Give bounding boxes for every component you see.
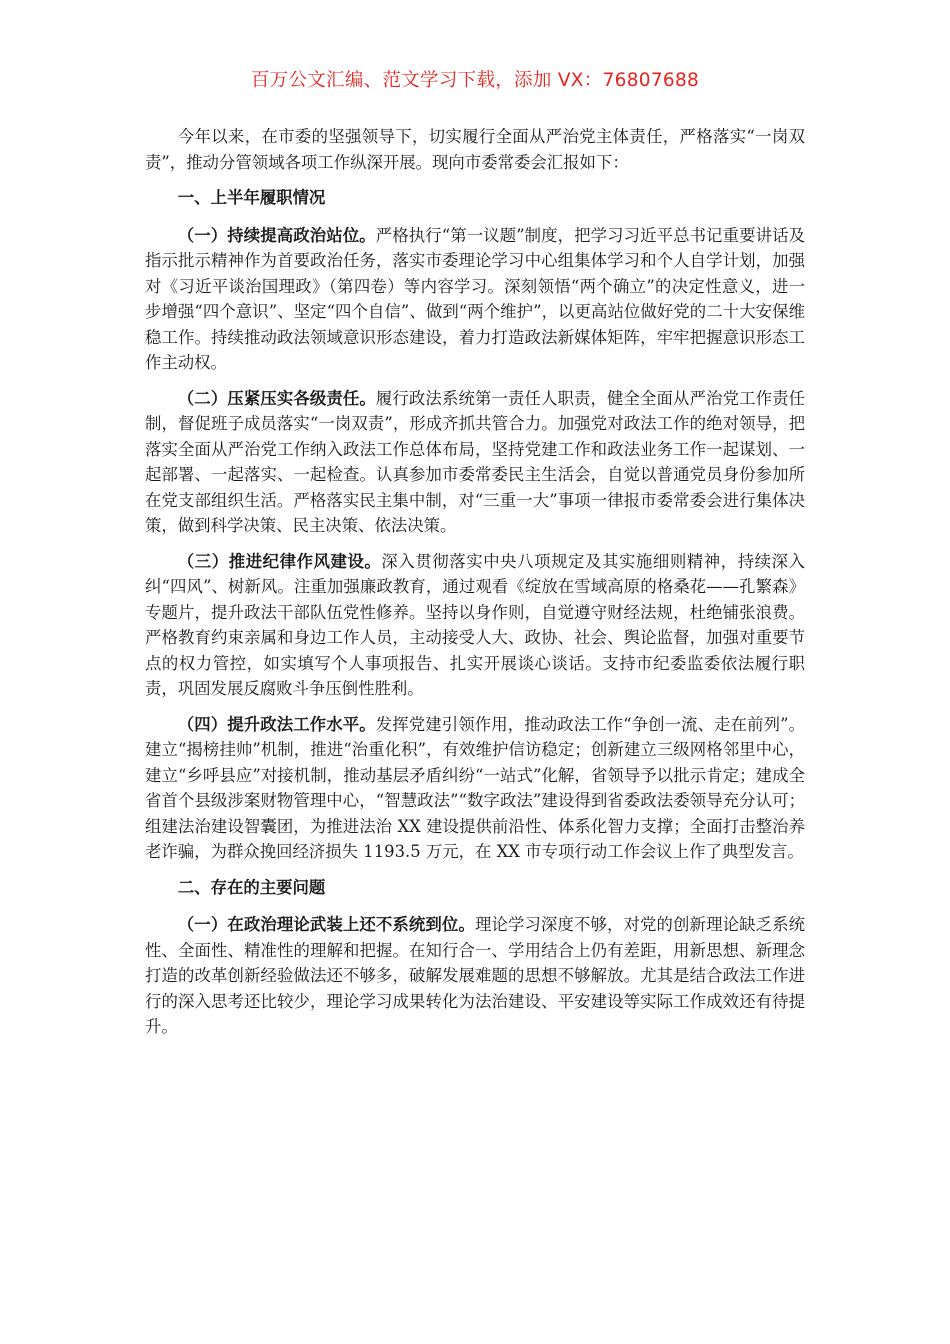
paragraph-body: 发挥党建引领作用，推动政法工作“争创一流、走在前列”。建立“揭榜挂帅”机制，推进“治重化积”，有效维护信访稳定；创新建立三级网格邻里中心，建立“乡呼县应”对接机制，推动基层矛盾纠纷“一站式”化解，省领导予以批示肯定；建成全省首个县级涉案财物管理中心，“智慧政法”“数字政法”建设得到省委政法委领导充分认可；组建法治建设智囊团，为推进法治 XX 建设提供前沿性、体系化智力支撑；全面打击整治养老诈骗，为群众挽回经济损失 1193.5 万元，在 XX 市专项行动工作会议上作了典型发言。 — [145, 714, 805, 861]
paragraph-lead: （三）推进纪律作风建设。 — [177, 551, 382, 571]
paragraph-body: 履行政法系统第一责任人职责，健全全面从严治党工作责任制，督促班子成员落实“一岗双责”，形成齐抓共管合力。加强党对政法工作的绝对领导，把落实全面从严治党工作纳入政法工作总体布局，坚持党建工作和政法业务工作一起谋划、一起部署、一起落实、一起检查。认真参加市委常委民主生活会，自觉以普通党员身份参加所在党支部组织生活。严格落实民主集中制，对“三重一大”事项一律报市委常委会进行集体决策，做到科学决策、民主决策、依法决策。 — [145, 388, 806, 535]
watermark-header: 百万公文汇编、范文学习下载，添加 VX：76807688 — [250, 70, 700, 91]
paragraph-1-3 — [145, 549, 805, 702]
paragraph-1-2 — [145, 386, 805, 539]
section-heading-1: 一、上半年履职情况 — [177, 188, 326, 207]
paragraph-lead: （二）压紧压实各级责任。 — [177, 388, 376, 408]
paragraph-lead: （四）提升政法工作水平。 — [177, 714, 376, 734]
paragraph-lead: （一）持续提高政治站位。 — [177, 225, 376, 245]
paragraph-2-1 — [145, 912, 805, 1040]
paragraph-1-1 — [145, 223, 805, 376]
paragraph-body: 理论学习深度不够，对党的创新理论缺乏系统性、全面性、精准性的理解和把握。在知行合一、学用结合上仍有差距，用新思想、新理念打造的改革创新经验做法还不够多，破解发展难题的思想不够解放。尤其是结合政法工作进行的深入思考还比较少，理论学习成果转化为法治建设、平安建设等实际工作成效还有待提升。 — [145, 915, 806, 1036]
intro-paragraph: 今年以来，在市委的坚强领导下，切实履行全面从严治党主体责任，严格落实“一岗双责”，推动分管领域各项工作纵深开展。现向市委常委会汇报如下： — [145, 127, 805, 172]
paragraph-body: 严格执行“第一议题”制度，把学习习近平总书记重要讲话及指示批示精神作为首要政治任务，落实市委理论学习中心组集体学习和个人自学计划，加强对《习近平谈治国理政》（第四卷）等内容学习。深刻领悟“两个确立”的决定性意义，进一步增强“四个意识”、坚定“四个自信”、做到“两个维护”，以更高站位做好党的二十大安保维稳工作。持续推动政法领域意识形态建设，着力打造政法新媒体矩阵，牢牢把握意识形态工作主动权。 — [145, 225, 805, 372]
paragraph-1-4 — [145, 712, 805, 865]
paragraph-lead: （一）在政治理论武装上还不系统到位。 — [177, 915, 475, 934]
section-heading-2: 二、存在的主要问题 — [177, 877, 326, 897]
paragraph-body: 深入贯彻落实中央八项规定及其实施细则精神，持续深入纠“四风”、树新风。注重加强廉政教育，通过观看《绽放在雪域高原的格桑花——孔繁森》专题片，提升政法干部队伍党性修养。坚持以身作则，自觉遵守财经法规，杜绝铺张浪费。严格教育约束亲属和身边工作人员，主动接受人大、政协、社会、舆论监督，加强对重要节点的权力管控，如实填写个人事项报告、扎实开展谈心谈话。支持市纪委监委依法履行职责，巩固发展反腐败斗争压倒性胜利。 — [145, 551, 806, 698]
document-body — [145, 124, 805, 1050]
